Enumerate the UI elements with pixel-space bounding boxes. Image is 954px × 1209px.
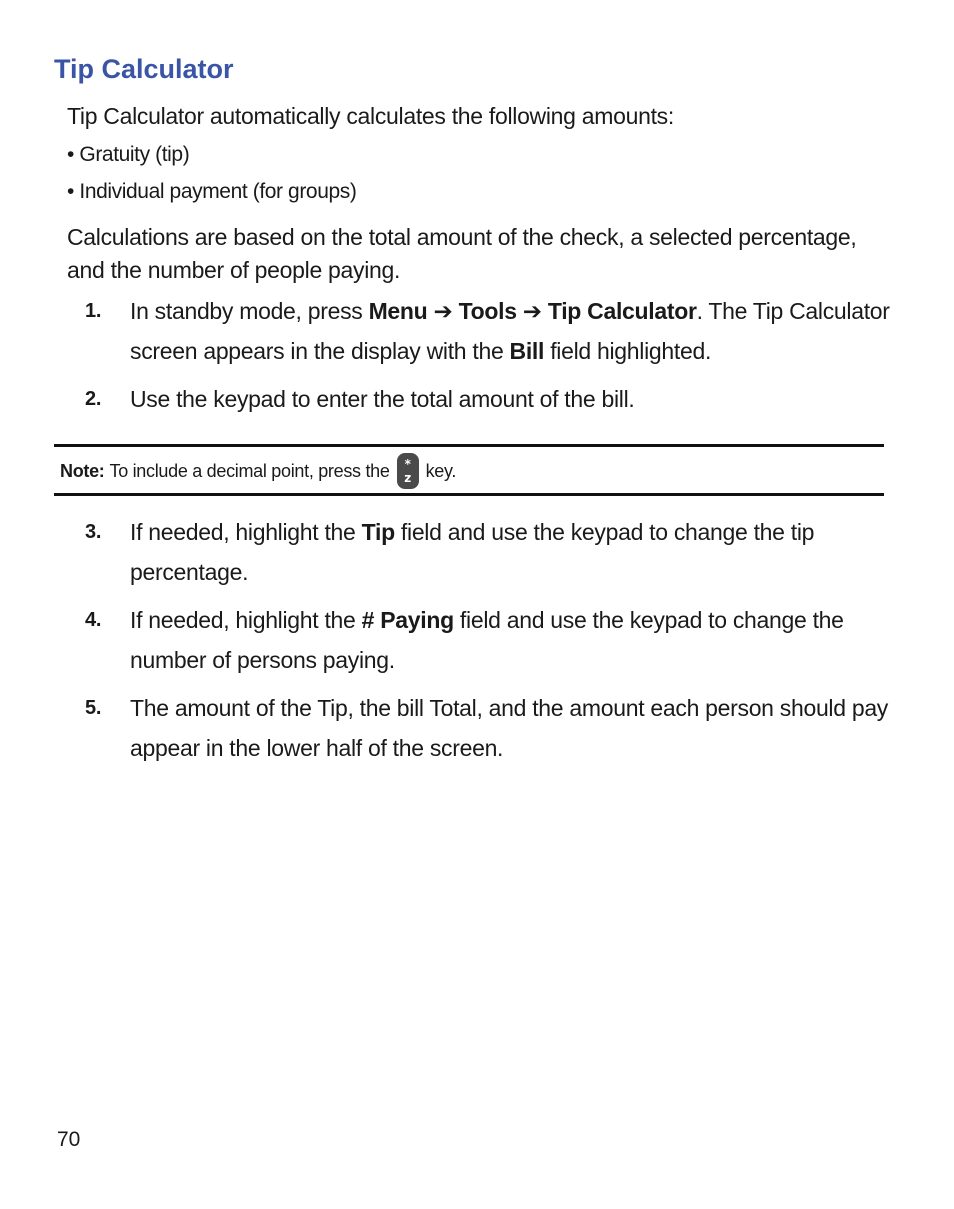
paying-field-label: # Paying	[361, 607, 454, 633]
page-number: 70	[57, 1128, 81, 1151]
calculation-paragraph: Calculations are based on the total amount of the check, a selected percentage, and the number of people paying.	[67, 224, 857, 283]
bill-label: Bill	[509, 338, 545, 364]
note-top-rule	[54, 444, 884, 447]
tip-calculator-label: Tip Calculator	[547, 298, 697, 324]
step-number: 1.	[85, 300, 102, 322]
menu-label: Menu	[368, 298, 428, 324]
list-item: • Individual payment (for groups)	[67, 180, 357, 203]
section-title: Tip Calculator	[54, 54, 234, 84]
note-label: Note:	[60, 461, 105, 481]
note-bottom-rule	[54, 493, 884, 496]
step-text: In standby mode, press Menu ➔ Tools ➔ Tip Calculator. The Tip Calculator screen appears in the display with the Bill field highlighted.	[130, 298, 890, 364]
tools-label: Tools	[458, 298, 517, 324]
note-box	[60, 453, 456, 489]
tip-field-label: Tip	[361, 519, 395, 545]
note-text-end: key.	[425, 461, 457, 481]
note-text: To include a decimal point, press the	[109, 461, 390, 481]
arrow-icon: ➔	[427, 298, 459, 324]
amounts-list	[67, 142, 356, 216]
list-item: • Gratuity (tip)	[67, 143, 190, 166]
step-number: 4.	[85, 609, 102, 631]
intro-text: Tip Calculator automatically calculates the following amounts:	[67, 103, 674, 129]
step-number: 5.	[85, 697, 102, 719]
step-text: The amount of the Tip, the bill Total, and the amount each person should pay appear in the lower half of the screen.	[130, 695, 889, 761]
star-key-icon: * z	[397, 453, 419, 489]
arrow-icon: ➔	[516, 298, 548, 324]
step-text: If needed, highlight the Tip field and use the keypad to change the tip percentage.	[130, 519, 815, 585]
step-text: If needed, highlight the # Paying field and use the keypad to change the number of persons paying.	[130, 607, 844, 673]
step-text: Use the keypad to enter the total amount of the bill.	[130, 386, 635, 412]
step-number: 3.	[85, 521, 102, 543]
step-number: 2.	[85, 388, 102, 410]
